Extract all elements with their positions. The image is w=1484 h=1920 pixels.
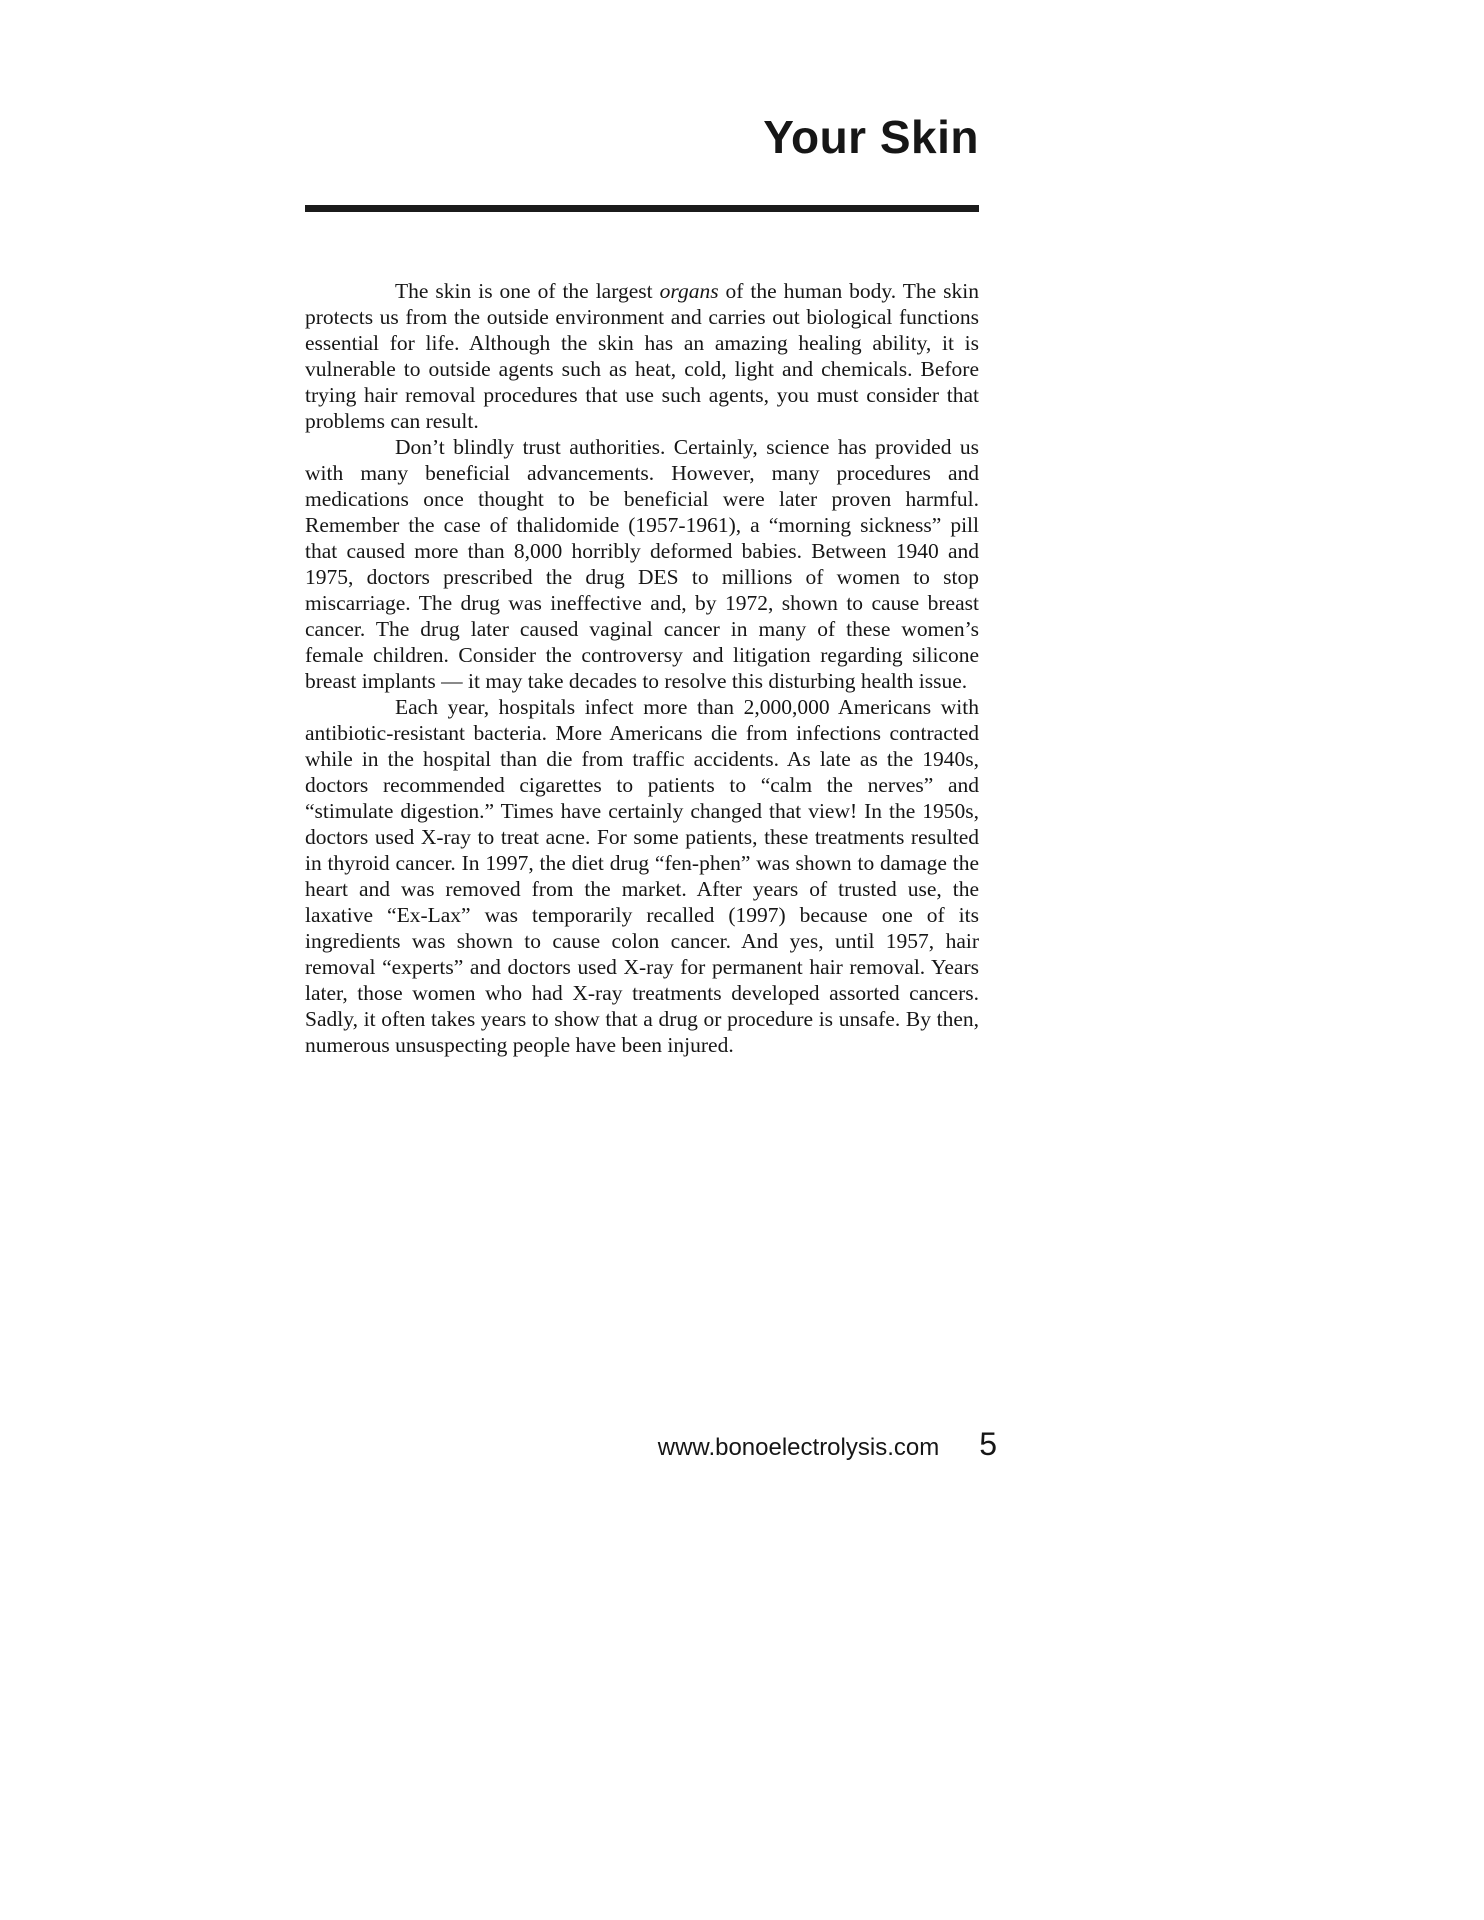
paragraph <box>305 434 979 694</box>
text-run: of the human body. The skin protects us from the outside environment and carries out biological functions essential for life. Although the skin has an amazing healing ability, it is vulnerable to outside agents such as heat, cold, light and chemicals. Before trying hair removal procedures that use such agents, you must consider that problems can result. <box>305 278 979 433</box>
paragraph <box>305 694 979 1058</box>
footer-url: www.bonoelectrolysis.com <box>657 1434 940 1461</box>
page-number: 5 <box>979 1426 997 1462</box>
page-content <box>305 0 979 1058</box>
page-footer <box>305 1426 997 1463</box>
text-run: Each year, hospitals infect more than 2,000,000 Americans with antibiotic-resistant bacteria. More Americans die from infections contracted while in the hospital than die from traffic accidents. As late as the 1940s, doctors recommended cigarettes to patients to “calm the nerves” and “stimulate digestion.” Times have certainly changed that view! In the 1950s, doctors used X-ray to treat acne. For some patients, these treatments resulted in thyroid cancer. In 1997, the diet drug “fen-phen” was shown to damage the heart and was removed from the market. After years of trusted use, the laxative “Ex-Lax” was temporarily recalled (1997) because one of its ingredients was shown to cause colon cancer. And yes, until 1957, hair removal “experts” and doctors used X-ray for permanent hair removal. Years later, those women who had X-ray treatments developed assorted cancers. Sadly, it often takes years to show that a drug or procedure is unsafe. By then, numerous unsuspecting people have been injured. <box>305 694 979 1057</box>
paragraph <box>305 278 979 434</box>
text-run: Don’t blindly trust authorities. Certainly, science has provided us with many beneficial advancements. However, many procedures and medications once thought to be beneficial were later proven harmful. Remember the case of thalidomide (1957-1961), a “morning sickness” pill that caused more than 8,000 horribly deformed babies. Between 1940 and 1975, doctors prescribed the drug DES to millions of women to stop miscarriage. The drug was ineffective and, by 1972, shown to cause breast cancer. The drug later caused vaginal cancer in many of these women’s female children. Consider the controversy and litigation regarding silicone breast implants — it may take decades to resolve this disturbing health issue. <box>305 434 979 693</box>
body-text <box>305 278 979 1058</box>
italic-text-run: organs <box>659 278 719 303</box>
text-run: The skin is one of the largest <box>395 278 660 303</box>
title-divider-rule <box>305 205 979 212</box>
page-title: Your Skin <box>763 111 979 163</box>
